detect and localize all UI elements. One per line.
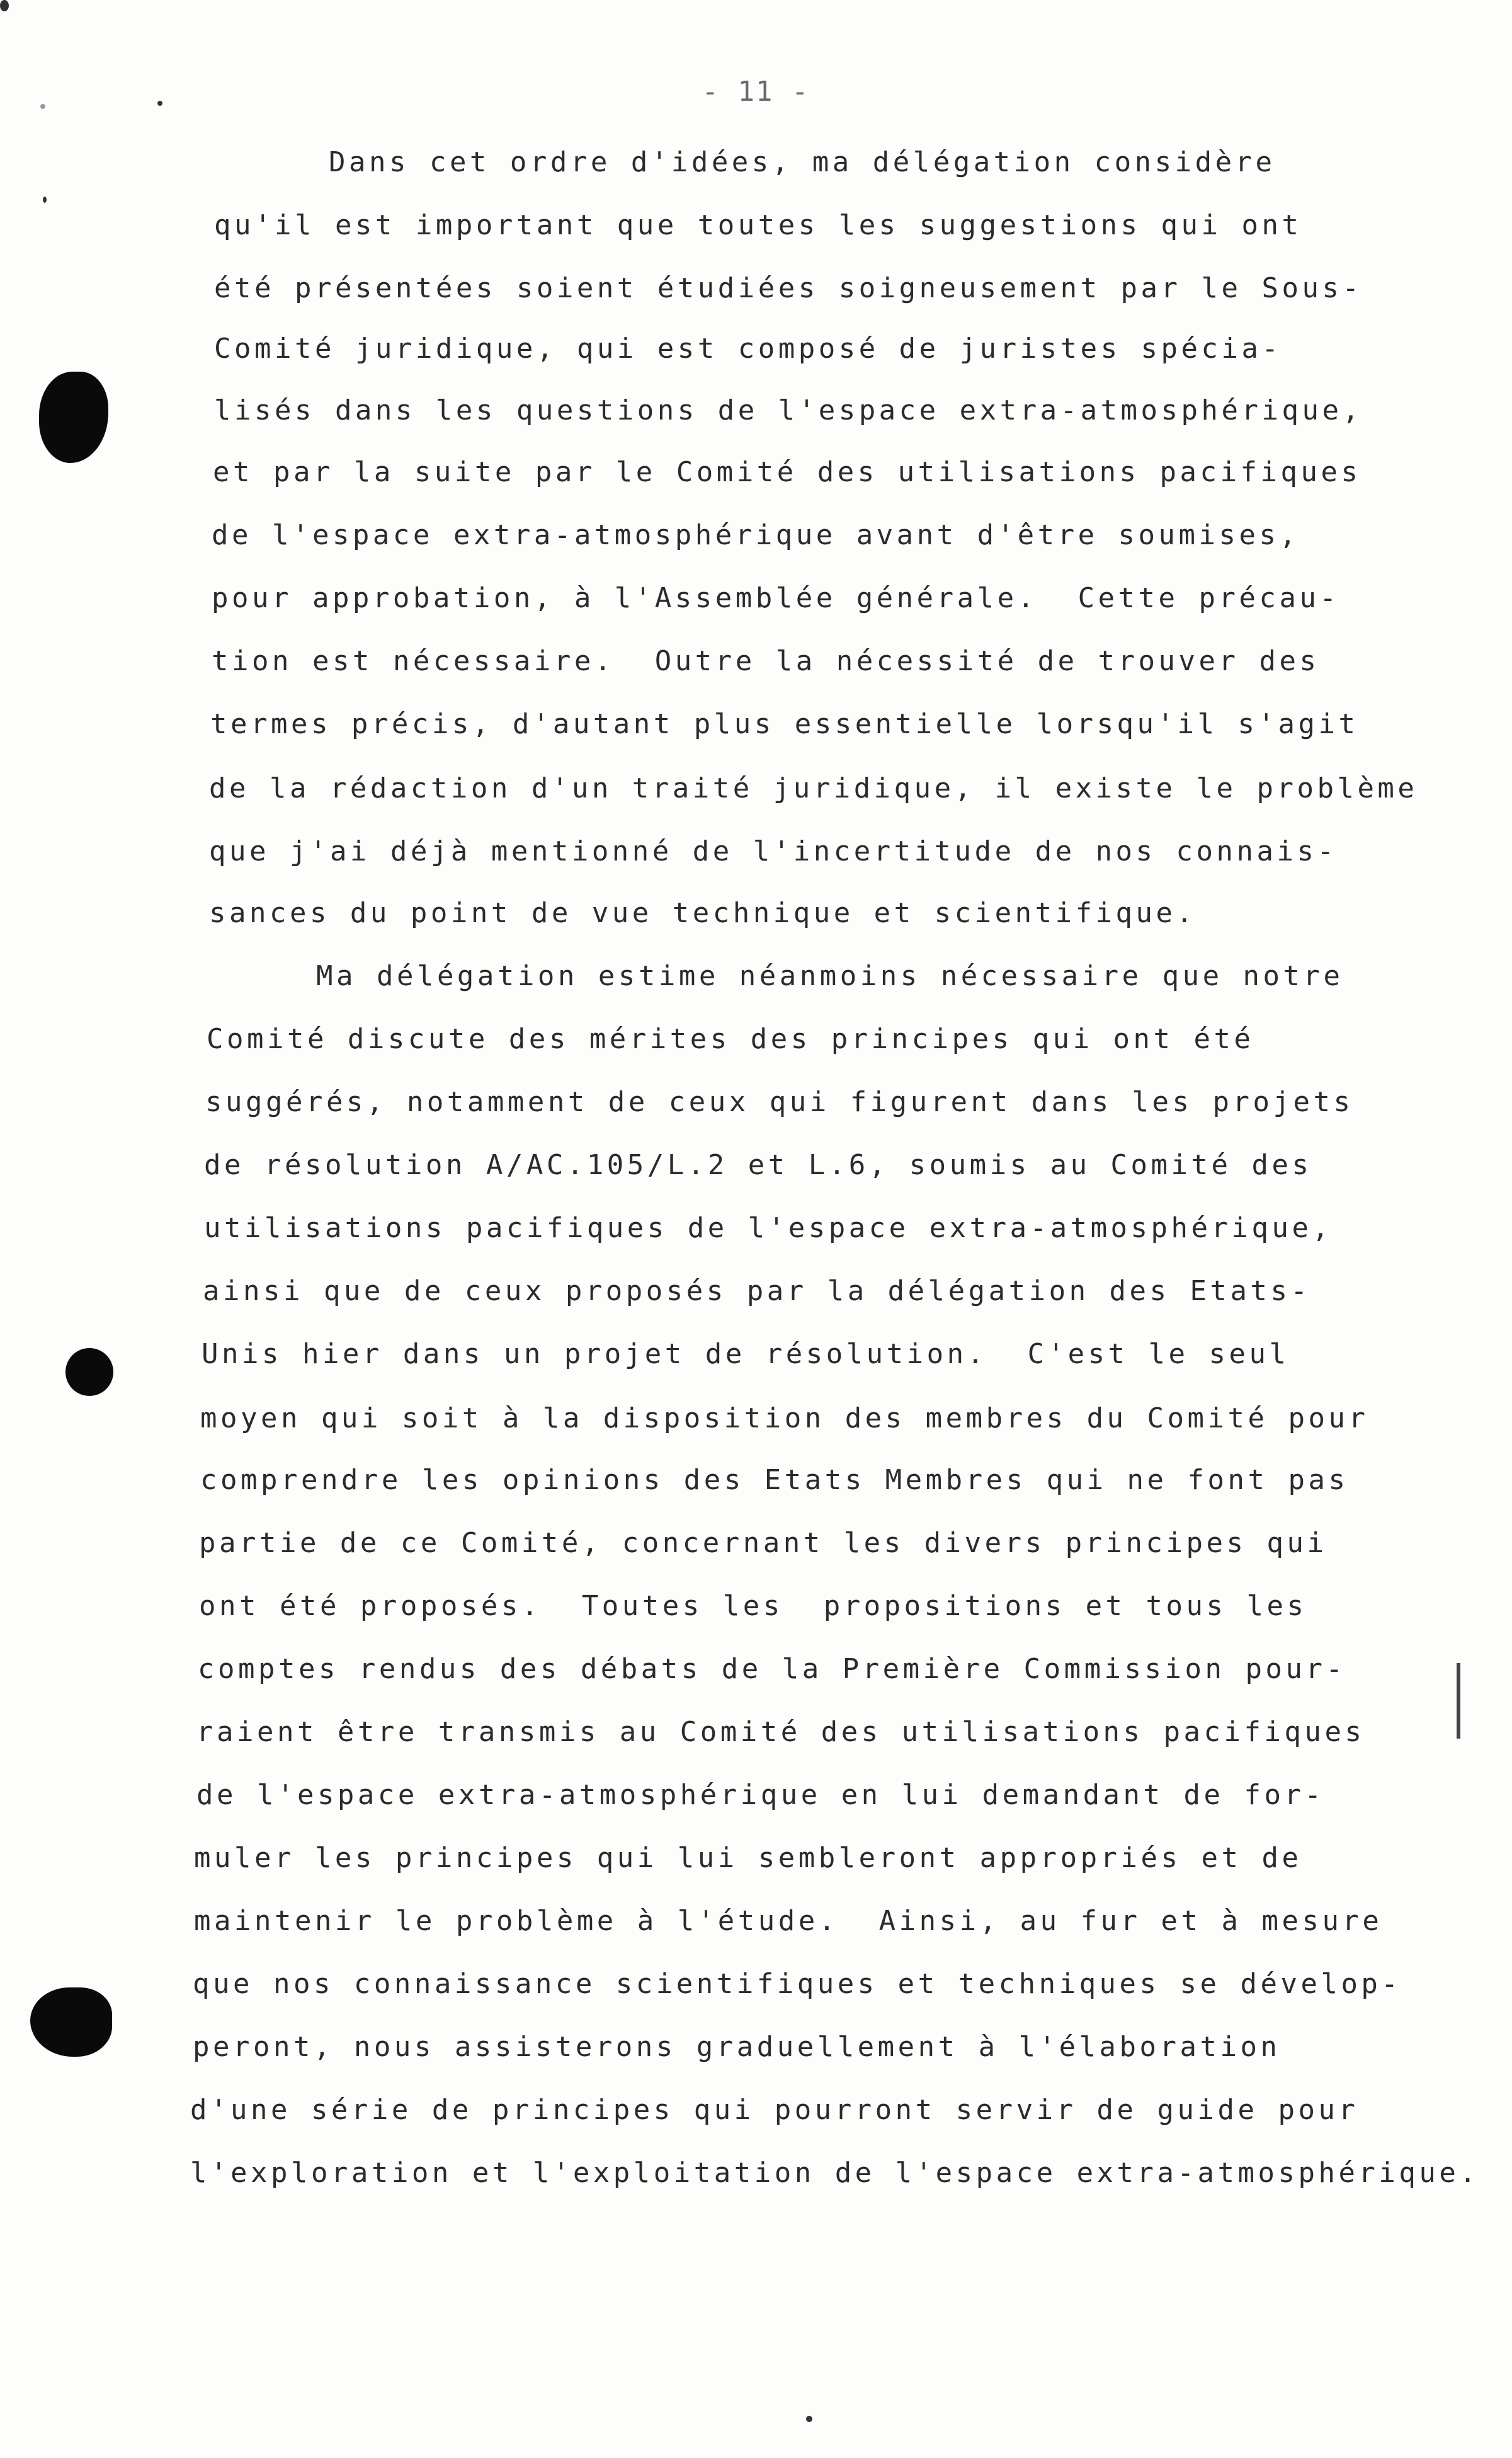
text-line: peront, nous assisterons graduellement à l'élaboration (193, 2031, 1281, 2063)
margin-speck (40, 104, 45, 109)
text-line: de l'espace extra-atmosphérique en lui demandant de for- (196, 1779, 1325, 1811)
text-line: d'une série de principes qui pourront servir de guide pour (190, 2094, 1359, 2126)
text-line: ont été proposés. Toutes les propositions et tous les (199, 1590, 1307, 1622)
punch-hole-middle (65, 1348, 113, 1396)
text-line: Ma délégation estime néanmoins nécessaire que notre (316, 960, 1344, 992)
text-line: maintenir le problème à l'étude. Ainsi, au fur et à mesure (194, 1905, 1383, 1937)
text-line: Comité juridique, qui est composé de juristes spécia- (214, 333, 1282, 365)
text-line: l'exploration et l'exploitation de l'espace extra-atmosphérique. (190, 2157, 1480, 2189)
text-line: de l'espace extra-atmosphérique avant d'être soumises, (212, 519, 1300, 551)
text-line: que j'ai déjà mentionné de l'incertitude de nos connais- (209, 835, 1338, 867)
text-line: comprendre les opinions des Etats Membres qui ne font pas (200, 1464, 1349, 1496)
text-line: utilisations pacifiques de l'espace extra-atmosphérique, (204, 1212, 1333, 1244)
page-number: - 11 - (702, 76, 810, 108)
text-line: partie de ce Comité, concernant les divers principes qui (199, 1527, 1327, 1559)
text-line: Unis hier dans un projet de résolution. C'est le seul (202, 1338, 1290, 1370)
text-line: pour approbation, à l'Assemblée générale. Cette précau- (212, 582, 1340, 614)
text-line: Dans cet ordre d'idées, ma délégation considère (329, 146, 1276, 178)
punch-hole-top (39, 372, 108, 463)
text-line: été présentées soient étudiées soigneusement par le Sous- (214, 272, 1363, 304)
text-line: de résolution A/AC.105/L.2 et L.6, soumis au Comité des (204, 1149, 1312, 1181)
text-line: et par la suite par le Comité des utilisations pacifiques (213, 456, 1361, 488)
text-line: suggérés, notamment de ceux qui figurent dans les projets (205, 1086, 1354, 1118)
text-line: raient être transmis au Comité des utilisations pacifiques (196, 1716, 1365, 1748)
text-line: moyen qui soit à la disposition des membres du Comité pour (200, 1402, 1369, 1434)
text-line: de la rédaction d'un traité juridique, il existe le problème (209, 772, 1418, 804)
margin-speck (43, 197, 47, 203)
punch-hole-bottom (30, 1987, 112, 2057)
right-margin-mark (1457, 1663, 1460, 1739)
corner-speck (0, 0, 9, 11)
text-line: que nos connaissance scientifiques et techniques se dévelop- (193, 1968, 1402, 2000)
text-line: sances du point de vue technique et scientifique. (209, 897, 1197, 929)
text-line: muler les principes qui lui sembleront appropriés et de (194, 1842, 1302, 1874)
text-line: lisés dans les questions de l'espace extra-atmosphérique, (214, 394, 1363, 426)
bottom-speck (806, 2416, 812, 2422)
margin-speck (157, 101, 162, 106)
text-line: ainsi que de ceux proposés par la délégation des Etats- (203, 1275, 1311, 1307)
text-line: qu'il est important que toutes les suggestions qui ont (214, 209, 1302, 241)
text-line: tion est nécessaire. Outre la nécessité de trouver des (212, 645, 1320, 677)
text-line: termes précis, d'autant plus essentielle lorsqu'il s'agit (210, 708, 1359, 740)
text-line: comptes rendus des débats de la Première Commission pour- (198, 1653, 1346, 1685)
text-line: Comité discute des mérites des principes qui ont été (207, 1023, 1254, 1055)
